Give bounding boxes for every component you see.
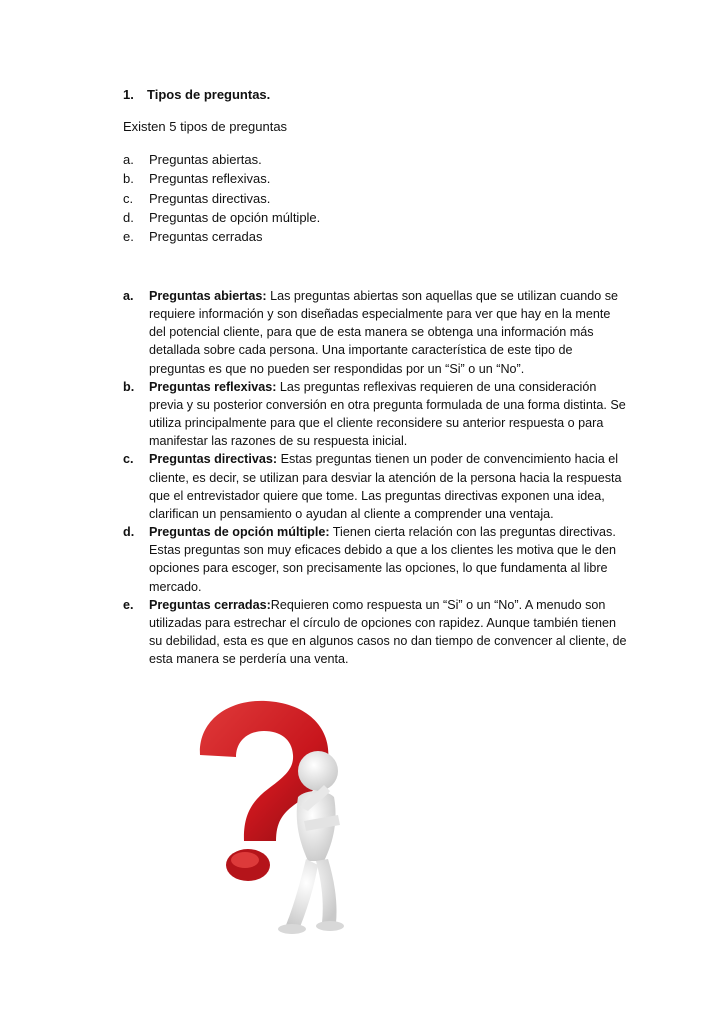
- definition-term: Preguntas cerradas:: [149, 597, 271, 612]
- intro-text: Existen 5 tipos de preguntas: [123, 119, 288, 134]
- types-list: [123, 150, 320, 246]
- definition-item: [123, 287, 628, 378]
- definition-item: [123, 450, 628, 523]
- definition-letter: b.: [123, 379, 135, 394]
- definition-letter: d.: [123, 525, 135, 540]
- figure-legs: [286, 859, 337, 927]
- list-item: d. Preguntas de opción múltiple.: [123, 209, 321, 225]
- definition-text: Tienen cierta relación con las preguntas directivas. Estas preguntas son muy eficaces debido a que a los clientes les motiva que le den opciones para escoger, son precisamente las opciones, lo que fundamenta al libre mercado.: [149, 525, 616, 594]
- definition-item: [123, 523, 628, 596]
- definition-text: Las preguntas abiertas son aquellas que se utilizan cuando se requiere información y son diseñadas especialmente para ver que hay en la mente del potencial cliente, para que de esta manera se obtenga una información más detallada sobre cada persona. Una importante característica de este tipo de preguntas es que no pueden ser respondidas por un “Si” o un “No”.: [149, 289, 619, 376]
- section-heading: [123, 86, 270, 104]
- figure-head: [298, 751, 338, 791]
- definition-text: Estas preguntas tienen un poder de convencimiento hacia el cliente, es decir, se utilizan para desviar la atención de la persona hacia la respuesta que el entrevistador quiere que tome. Las preguntas directivas exponen una idea, clarifican un pensamiento o ayudan al cliente a comprender una ventaja.: [149, 452, 622, 521]
- definition-letter: a.: [123, 289, 134, 303]
- definition-text: Requieren como respuesta un “Si” o un “No”. A menudo son utilizadas para estrechar el círculo de opciones con rapidez. Aunque también tienen su debilidad, esta es que en algunos casos no dan tiempo de convencer al cliente, de esta manera se perdería una venta.: [149, 597, 627, 667]
- definition-letter: e.: [123, 597, 134, 612]
- list-item: e. Preguntas cerradas: [123, 229, 263, 245]
- heading-title: Tipos de preguntas.: [147, 87, 271, 102]
- list-item: c. Preguntas directivas.: [123, 190, 271, 206]
- definitions-list: [123, 287, 628, 668]
- definition-text: Las preguntas reflexivas requieren de una consideración previa y su posterior conversión en otra pregunta formulada de una forma distinta. Se utiliza principalmente para que el cliente reconsidere su anterior respuesta o para manifestar las razones de su respuesta inicial.: [149, 379, 626, 449]
- definition-term: Preguntas de opción múltiple:: [149, 525, 330, 540]
- definition-term: Preguntas directivas:: [149, 452, 278, 467]
- definition-letter: c.: [123, 452, 134, 467]
- list-item: a. Preguntas abiertas.: [123, 152, 262, 167]
- definition-term: Preguntas reflexivas:: [149, 379, 277, 394]
- definition-item: [123, 596, 628, 669]
- heading-number: 1.: [123, 87, 134, 102]
- definition-item: [123, 378, 628, 451]
- definition-term: Preguntas abiertas:: [149, 289, 267, 303]
- question-mark-thinker-icon: [148, 693, 404, 943]
- list-item: b. Preguntas reflexivas.: [123, 171, 271, 187]
